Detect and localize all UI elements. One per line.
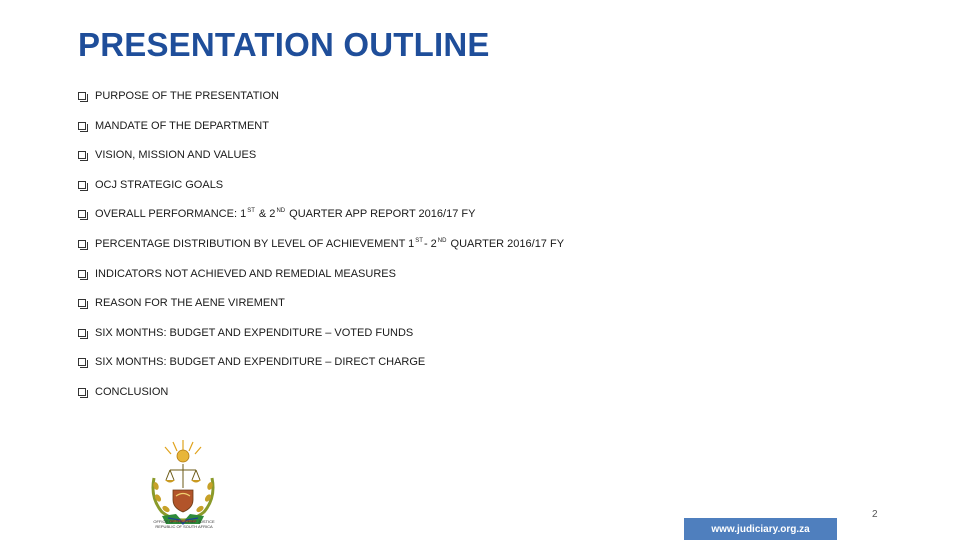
- website-link[interactable]: www.judiciary.org.za: [684, 518, 837, 540]
- page-number: 2: [872, 509, 878, 520]
- outline-item-performance: [78, 206, 475, 222]
- crest-caption-line1: OFFICE OF THE CHIEF JUSTICE: [153, 519, 215, 524]
- checkbox-bullet-icon: [78, 358, 86, 366]
- outline-item-label: OVERALL PERFORMANCE: 1ST & 2ND QUARTER APP REPORT 2016/17 FY: [95, 208, 476, 220]
- outline-item-label: INDICATORS NOT ACHIEVED AND REMEDIAL MEASURES: [95, 268, 396, 280]
- checkbox-bullet-icon: [78, 151, 86, 159]
- crest-caption-line2: REPUBLIC OF SOUTH AFRICA: [155, 524, 213, 529]
- outline-item-purpose: [78, 88, 279, 104]
- outline-item-label: MANDATE OF THE DEPARTMENT: [95, 120, 269, 132]
- outline-item-goals: [78, 177, 223, 193]
- checkbox-bullet-icon: [78, 181, 86, 189]
- outline-item-label: PURPOSE OF THE PRESENTATION: [95, 90, 279, 102]
- outline-item-vision: [78, 147, 256, 163]
- outline-item-label: SIX MONTHS: BUDGET AND EXPENDITURE – DIRECT CHARGE: [95, 356, 426, 368]
- checkbox-bullet-icon: [78, 92, 86, 100]
- checkbox-bullet-icon: [78, 388, 86, 396]
- outline-item-direct-charge: [78, 354, 425, 370]
- outline-item-label: SIX MONTHS: BUDGET AND EXPENDITURE – VOTED FUNDS: [95, 327, 414, 339]
- outline-item-voted-funds: [78, 325, 413, 341]
- outline-item-label: PERCENTAGE DISTRIBUTION BY LEVEL OF ACHIEVEMENT 1ST- 2ND QUARTER 2016/17 FY: [95, 238, 565, 250]
- crest-caption: [143, 519, 225, 529]
- outline-item-label: CONCLUSION: [95, 386, 169, 398]
- checkbox-bullet-icon: [78, 210, 86, 218]
- outline-item-label: VISION, MISSION AND VALUES: [95, 149, 257, 161]
- outline-item-mandate: [78, 118, 269, 134]
- outline-item-label: OCJ STRATEGIC GOALS: [95, 179, 224, 191]
- outline-item-label: REASON FOR THE AENE VIREMENT: [95, 297, 285, 309]
- checkbox-bullet-icon: [78, 270, 86, 278]
- outline-item-indicators: [78, 266, 396, 282]
- outline-item-virement: [78, 295, 285, 311]
- outline-item-distribution: [78, 236, 564, 252]
- checkbox-bullet-icon: [78, 299, 86, 307]
- slide-title: PRESENTATION OUTLINE: [78, 26, 490, 63]
- checkbox-bullet-icon: [78, 122, 86, 130]
- checkbox-bullet-icon: [78, 329, 86, 337]
- checkbox-bullet-icon: [78, 240, 86, 248]
- outline-item-conclusion: [78, 384, 168, 400]
